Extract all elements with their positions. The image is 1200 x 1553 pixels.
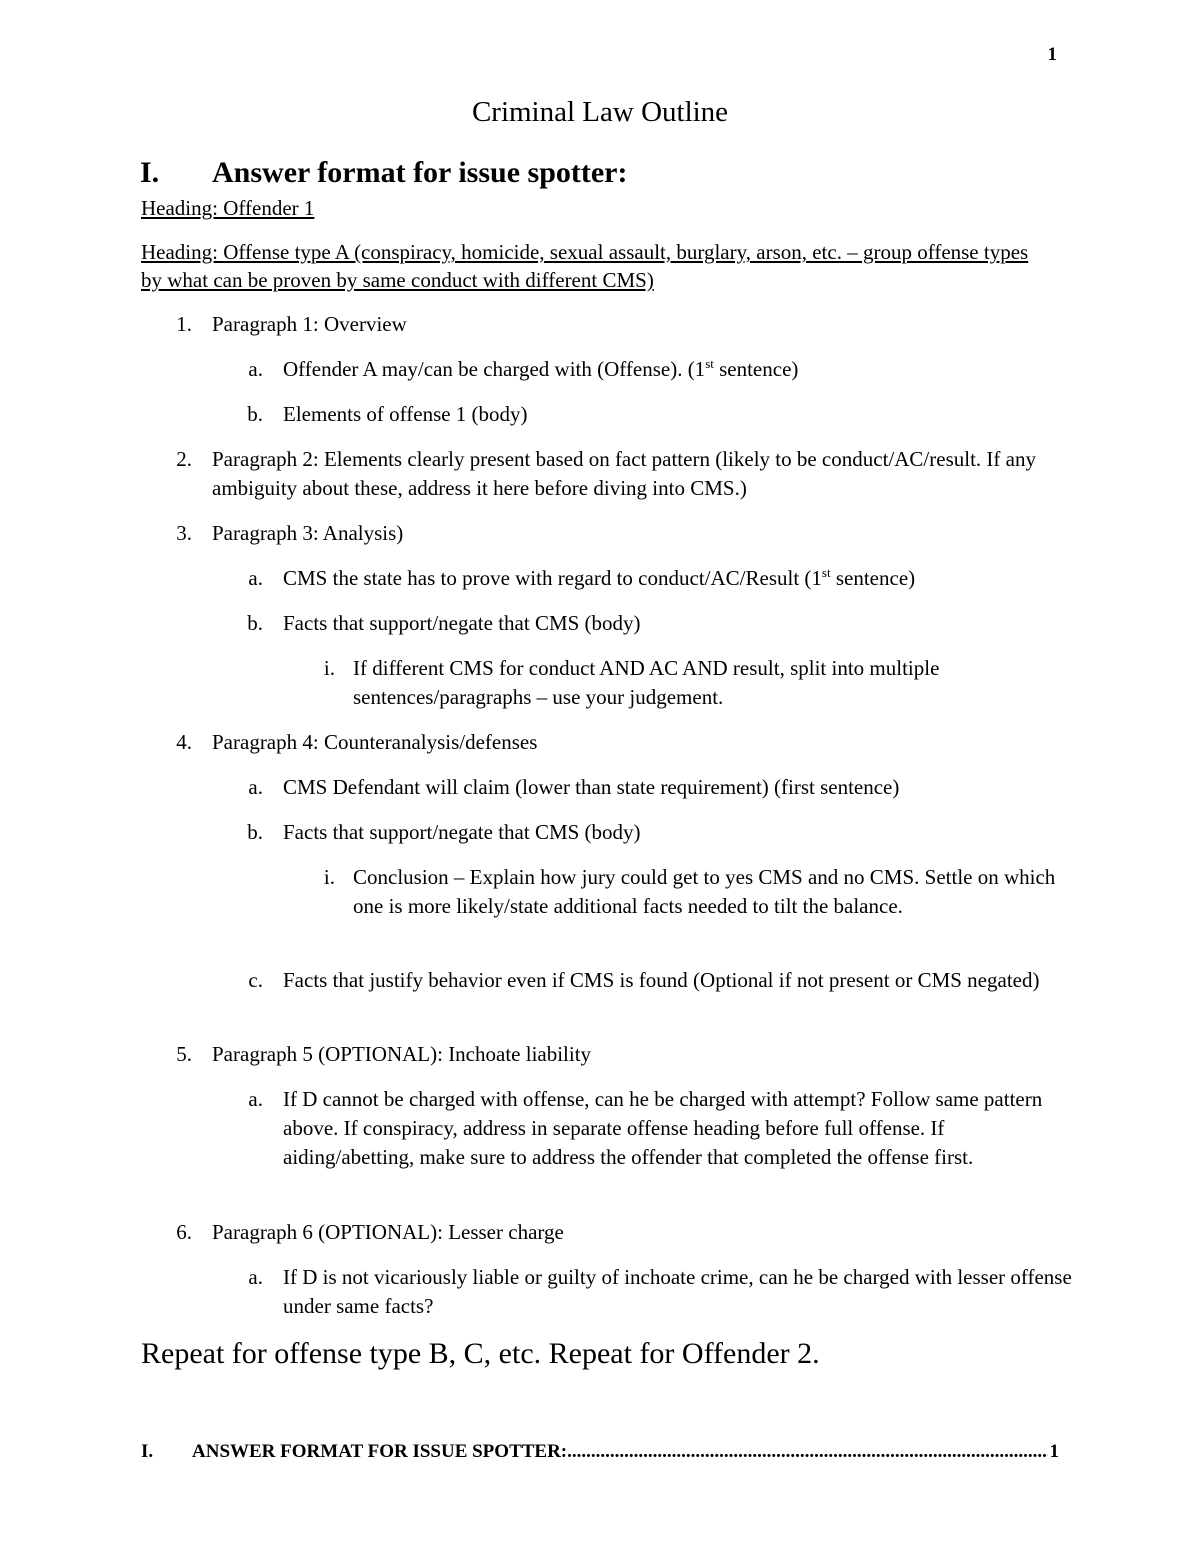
ordinal-suffix: st — [705, 356, 714, 371]
outline-item-4 — [176, 728, 1082, 757]
list-item-text: Paragraph 4: Counteranalysis/defenses — [212, 730, 538, 754]
list-marker: a. — [248, 775, 263, 799]
outline-item-4a — [248, 773, 1073, 802]
outline-item-1a — [248, 355, 1073, 384]
list-marker: 5. — [176, 1042, 192, 1066]
outline-item-4b-i — [323, 863, 1073, 921]
list-item-text-end: sentence) — [830, 566, 916, 590]
list-item-text: Paragraph 6 (OPTIONAL): Lesser charge — [212, 1220, 564, 1244]
outline-item-3 — [176, 519, 1082, 548]
list-item-text: Paragraph 2: Elements clearly present based on fact pattern (likely to be conduct/AC/result. If any ambiguity about these, address it here before diving into CMS.) — [212, 447, 1036, 500]
list-item-text: CMS Defendant will claim (lower than state requirement) (first sentence) — [283, 775, 900, 799]
toc-entry[interactable] — [141, 1441, 1059, 1463]
list-marker: a. — [248, 1087, 263, 1111]
list-item-text-end: sentence) — [713, 357, 799, 381]
section-heading — [140, 156, 627, 190]
outline-item-3b-i — [323, 654, 1073, 712]
list-marker: 6. — [176, 1220, 192, 1244]
toc-leader-dots — [567, 1441, 1047, 1463]
toc-title: ANSWER FORMAT FOR ISSUE SPOTTER: — [192, 1441, 568, 1462]
list-marker: 2. — [176, 447, 192, 471]
list-item-text: Paragraph 5 (OPTIONAL): Inchoate liability — [212, 1042, 592, 1066]
list-item-text: CMS the state has to prove with regard to conduct/AC/Result (1 — [283, 566, 822, 590]
section-number: I. — [140, 156, 160, 189]
section-heading-text: Answer format for issue spotter: — [212, 156, 628, 189]
outline-item-3a — [248, 564, 1073, 593]
page-number: 1 — [1047, 44, 1057, 65]
outline-item-5 — [176, 1040, 1082, 1069]
list-marker: a. — [248, 357, 263, 381]
list-marker: c. — [248, 968, 263, 992]
outline-item-4c — [248, 966, 1073, 995]
list-item-text: If different CMS for conduct AND AC AND result, split into multiple sentences/paragraphs – use your judgement. — [353, 656, 940, 709]
list-item-text: Facts that support/negate that CMS (body) — [283, 820, 641, 844]
list-item-text: If D is not vicariously liable or guilty of inchoate crime, can he be charged with lesser offense under same facts? — [283, 1265, 1072, 1318]
list-item-text: Conclusion – Explain how jury could get to yes CMS and no CMS. Settle on which one is more likely/state additional facts needed to tilt the balance. — [353, 865, 1056, 918]
offense-heading: Heading: Offense type A (conspiracy, homicide, sexual assault, burglary, arson, etc. – group offense types by what can be proven by same conduct with different CMS) — [141, 240, 1029, 292]
list-marker: i. — [323, 865, 335, 889]
offender-heading: Heading: Offender 1 — [141, 196, 315, 220]
list-item-text: Paragraph 1: Overview — [212, 312, 407, 336]
list-marker: b. — [247, 611, 263, 635]
outline-item-6a — [248, 1263, 1073, 1321]
list-marker: i. — [323, 656, 335, 680]
list-item-text: If D cannot be charged with offense, can he be charged with attempt? Follow same pattern above. If conspiracy, address in separate offense heading before full offense. If aiding/abetting, make sure to address the offender that completed the offense first. — [283, 1087, 1043, 1169]
list-marker: 3. — [176, 521, 192, 545]
repeat-note: Repeat for offense type B, C, etc. Repeat for Offender 2. — [141, 1337, 820, 1370]
list-item-text: Facts that justify behavior even if CMS is found (Optional if not present or CMS negated) — [283, 968, 1040, 992]
ordinal-suffix: st — [821, 565, 831, 580]
outline-item-4b — [247, 818, 1073, 847]
list-item-text: Paragraph 3: Analysis) — [212, 521, 404, 545]
list-marker: 1. — [176, 312, 192, 336]
toc-page: 1 — [1049, 1441, 1059, 1462]
list-marker: 4. — [176, 730, 192, 754]
outline-item-5a — [248, 1085, 1073, 1172]
document-title: Criminal Law Outline — [471, 96, 729, 128]
outline-item-2 — [176, 445, 1082, 503]
toc-number: I. — [141, 1441, 154, 1462]
outline-item-6 — [176, 1218, 1082, 1247]
list-marker: a. — [248, 566, 263, 590]
outline-item-3b — [247, 609, 1073, 638]
outline-item-1b — [247, 400, 1073, 429]
list-marker: b. — [247, 820, 263, 844]
list-marker: b. — [247, 402, 263, 426]
list-marker: a. — [248, 1265, 263, 1289]
list-item-text: Elements of offense 1 (body) — [283, 402, 528, 426]
list-item-text: Facts that support/negate that CMS (body) — [283, 611, 641, 635]
outline-item-1 — [176, 310, 1082, 339]
list-item-text: Offender A may/can be charged with (Offense). (1 — [283, 357, 706, 381]
